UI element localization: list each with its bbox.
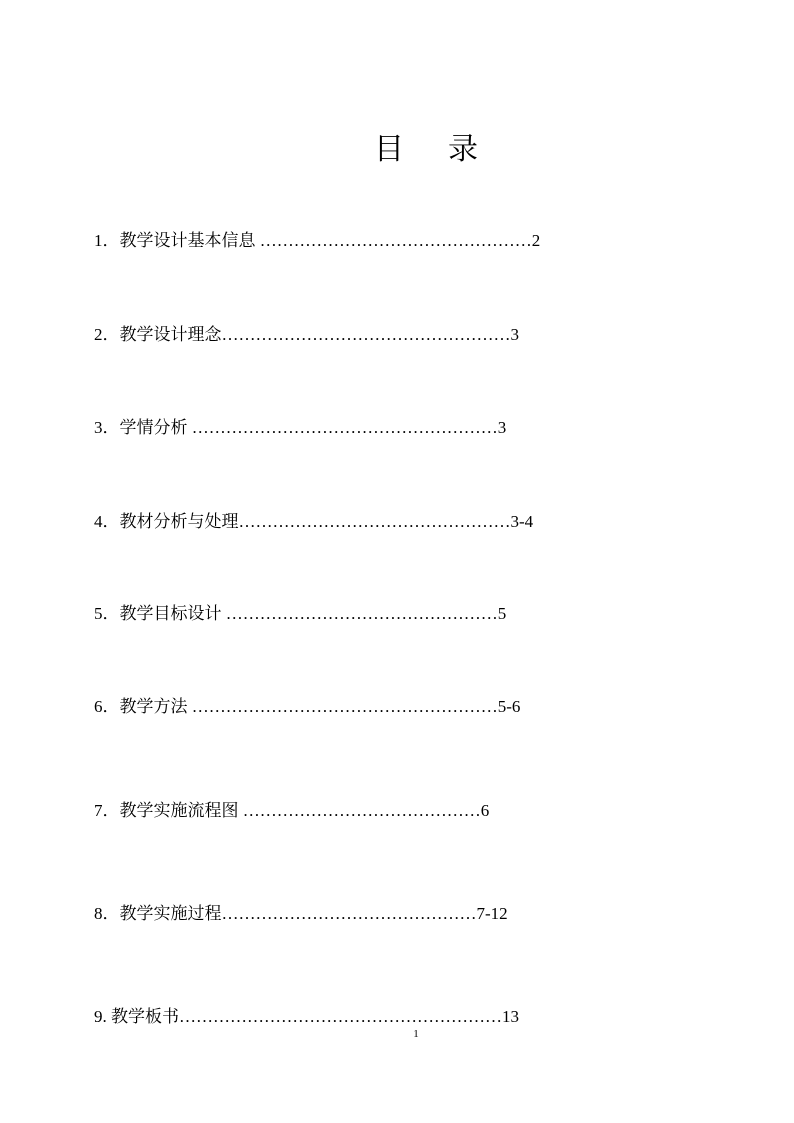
toc-entry-page: 6 bbox=[480, 801, 490, 820]
toc-entry-label: 学情分析 bbox=[119, 418, 188, 438]
toc-entry-label: 教学板书 bbox=[111, 1007, 179, 1027]
toc-entry-number: 4． bbox=[94, 512, 120, 531]
title-char-1: 目 bbox=[374, 132, 404, 167]
toc-entry-8[interactable] bbox=[94, 899, 508, 924]
toc-entry-page: 5-6 bbox=[497, 697, 521, 716]
toc-entry-page: 3-4 bbox=[510, 512, 534, 531]
toc-entry-5[interactable] bbox=[94, 599, 506, 624]
toc-title bbox=[0, 124, 794, 168]
toc-entry-leader: ……………………………………………… bbox=[187, 418, 498, 437]
toc-entry-page: 5 bbox=[497, 604, 507, 623]
toc-entry-leader: ………………………………………… bbox=[238, 512, 511, 531]
toc-entry-label: 教材分析与处理 bbox=[119, 512, 239, 532]
page-number: 1 bbox=[413, 1028, 419, 1040]
toc-entry-page: 3 bbox=[497, 418, 507, 437]
toc-entry-2[interactable] bbox=[94, 320, 519, 345]
toc-entry-label: 教学设计基本信息 bbox=[119, 231, 256, 251]
toc-entry-number: 2． bbox=[94, 325, 120, 344]
toc-entry-label: 教学方法 bbox=[119, 697, 188, 717]
toc-entry-leader: ………………………………………… bbox=[221, 604, 498, 623]
toc-entry-label: 教学实施过程 bbox=[119, 904, 222, 924]
toc-entry-6[interactable] bbox=[94, 692, 520, 717]
toc-entry-1[interactable] bbox=[94, 226, 540, 251]
toc-entry-number: 8． bbox=[94, 904, 120, 923]
toc-entry-leader: ……………………………………… bbox=[221, 904, 477, 923]
toc-entry-label: 教学设计理念 bbox=[119, 325, 222, 345]
toc-entry-leader: ………………………………………………… bbox=[179, 1007, 502, 1026]
title-char-2: 录 bbox=[448, 132, 478, 167]
toc-entry-number: 1． bbox=[94, 231, 120, 250]
toc-entry-number: 5． bbox=[94, 604, 120, 623]
toc-entry-page: 13 bbox=[502, 1007, 519, 1026]
toc-entry-4[interactable] bbox=[94, 507, 533, 532]
toc-entry-label: 教学实施流程图 bbox=[119, 801, 239, 821]
toc-entry-leader: …………………………………………… bbox=[221, 325, 511, 344]
toc-entry-number: 6． bbox=[94, 697, 120, 716]
toc-entry-9[interactable] bbox=[94, 1002, 519, 1027]
toc-entry-number: 7． bbox=[94, 801, 120, 820]
toc-entry-leader: …………………………………… bbox=[238, 801, 481, 820]
toc-entry-page: 3 bbox=[510, 325, 519, 344]
toc-entry-number: 9. bbox=[94, 1007, 111, 1026]
toc-entry-leader: ……………………………………………… bbox=[187, 697, 498, 716]
toc-entry-leader: ………………………………………… bbox=[255, 231, 532, 250]
toc-entry-number: 3． bbox=[94, 418, 120, 437]
toc-entry-page: 2 bbox=[531, 231, 541, 250]
toc-entry-3[interactable] bbox=[94, 413, 506, 438]
toc-entry-7[interactable] bbox=[94, 796, 489, 821]
toc-entry-page: 7-12 bbox=[476, 904, 508, 923]
toc-entry-label: 教学目标设计 bbox=[119, 604, 222, 624]
